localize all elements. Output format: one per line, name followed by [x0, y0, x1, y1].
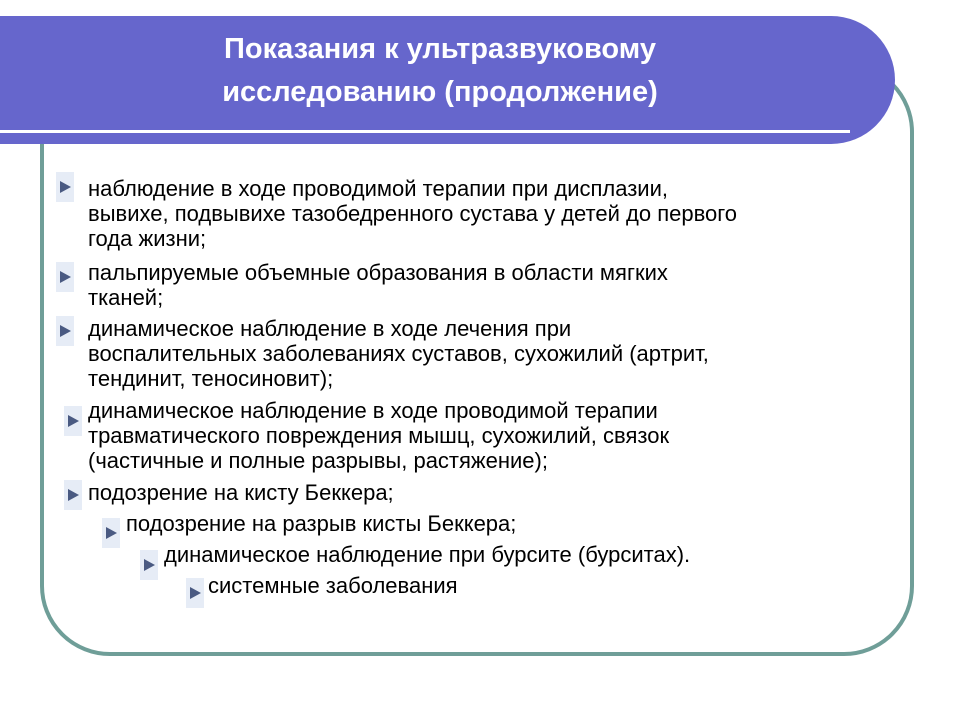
list-item-line: (частичные и полные разрывы, растяжение);: [88, 448, 548, 473]
list-item: [88, 176, 737, 251]
list-item-line: динамическое наблюдение при бурсите (бурситах).: [164, 542, 691, 567]
arrow-bullet-icon: [56, 262, 74, 292]
slide-title: [40, 28, 840, 114]
arrow-bullet-icon: [102, 518, 120, 548]
arrow-bullet-icon: [186, 578, 204, 608]
arrow-bullet-icon: [56, 316, 74, 346]
list-item-line: подозрение на разрыв кисты Беккера;: [126, 511, 517, 536]
list-item-line: тканей;: [88, 285, 164, 310]
list-item-line: года жизни;: [88, 226, 207, 251]
list-item-line: подозрение на кисту Беккера;: [88, 480, 394, 505]
slide-title-line-2: исследованию (продолжение): [222, 76, 658, 108]
arrow-bullet-icon: [64, 480, 82, 510]
list-item: [88, 260, 668, 310]
list-item: [88, 316, 709, 391]
arrow-bullet-icon: [140, 550, 158, 580]
list-item: [88, 480, 394, 505]
list-item-line: динамическое наблюдение в ходе лечения при: [88, 316, 572, 341]
list-item-line: наблюдение в ходе проводимой терапии при дисплазии,: [88, 176, 668, 201]
slide-title-line-1: Показания к ультразвуковому: [224, 33, 656, 65]
list-item-line: воспалительных заболеваниях суставов, сухожилий (артрит,: [88, 341, 709, 366]
list-item: [88, 398, 669, 473]
list-item: [126, 511, 516, 536]
arrow-bullet-icon: [64, 406, 82, 436]
list-item-line: пальпируемые объемные образования в области мягких: [88, 260, 668, 285]
list-item: [208, 573, 458, 598]
list-item-line: тендинит, теносиновит);: [88, 366, 334, 391]
list-item-line: системные заболевания: [208, 573, 458, 598]
list-item: [164, 542, 690, 567]
list-item-line: вывихе, подвывихе тазобедренного сустава у детей до первого: [88, 201, 738, 226]
list-item-line: травматического повреждения мышц, сухожилий, связок: [88, 423, 670, 448]
list-item-line: динамическое наблюдение в ходе проводимой терапии: [88, 398, 658, 423]
title-underline: [0, 130, 850, 133]
arrow-bullet-icon: [56, 172, 74, 202]
